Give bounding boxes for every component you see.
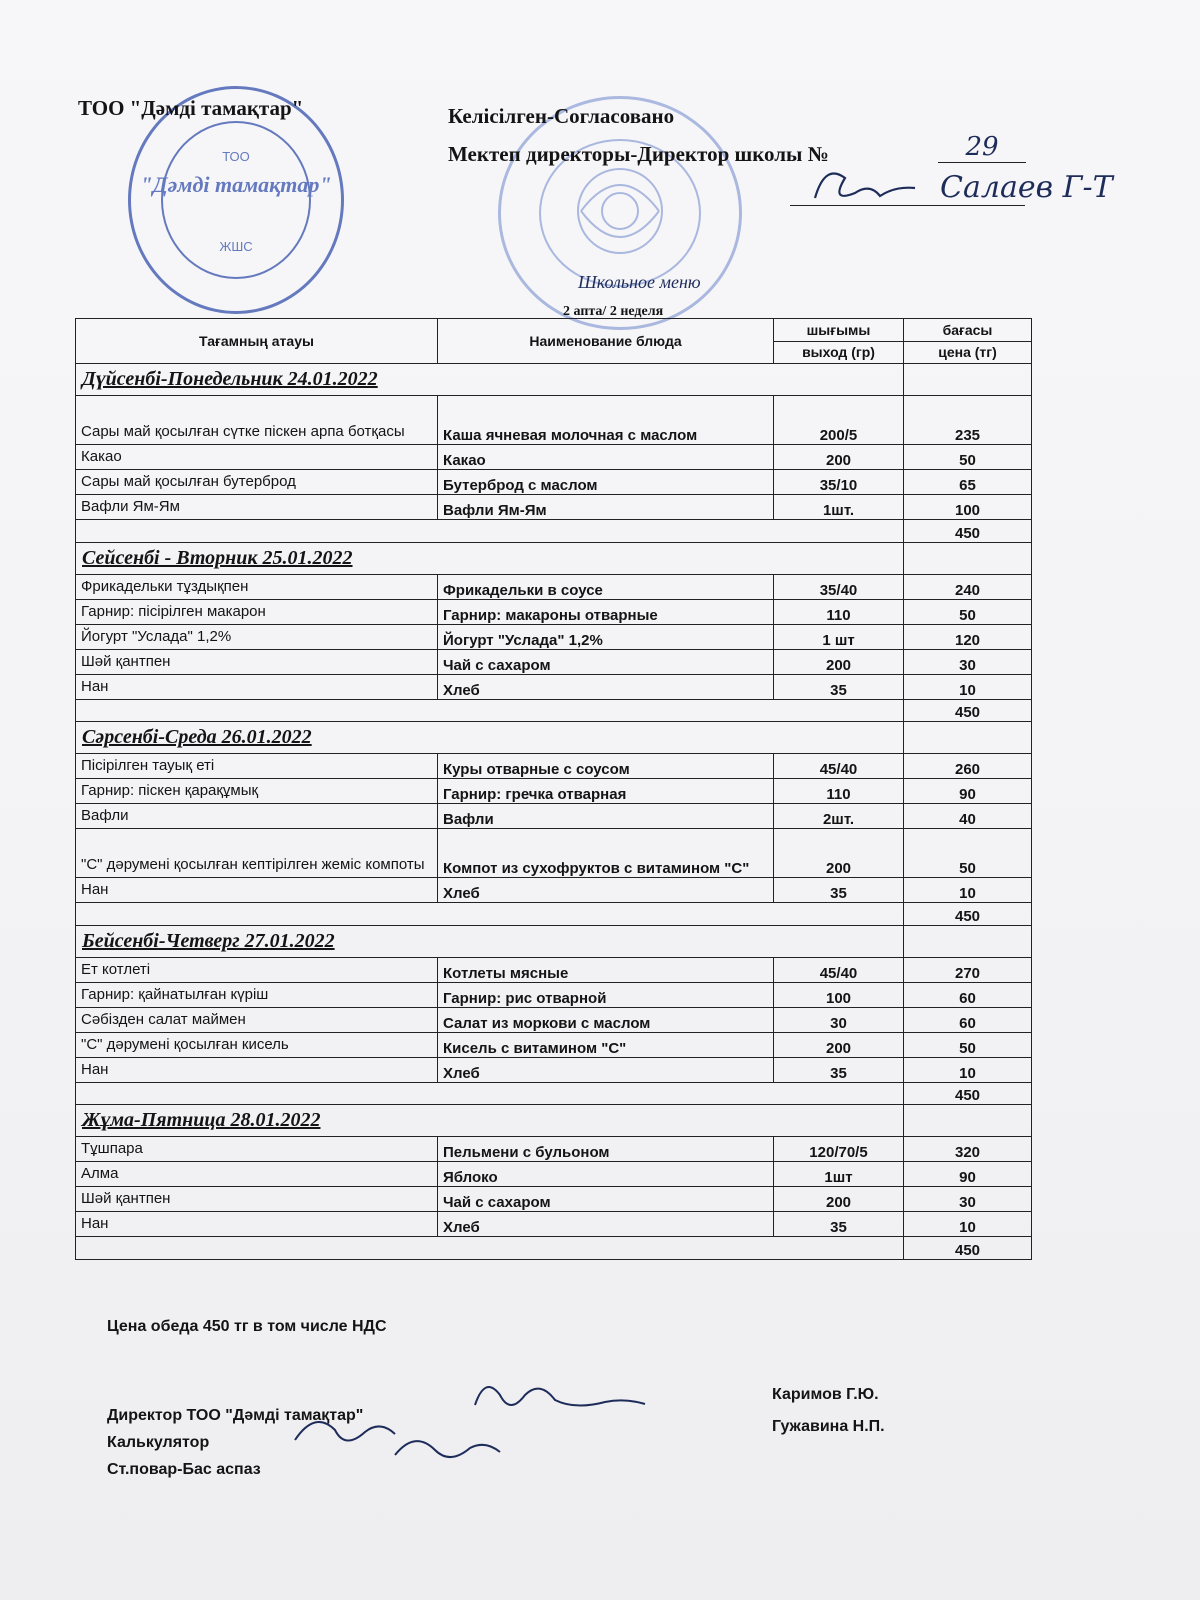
dish-name-ru: Какао (438, 445, 774, 470)
dish-name-kz: Тұшпара (76, 1137, 438, 1162)
day-total: 450 (904, 903, 1032, 926)
dish-output: 1шт. (774, 495, 904, 520)
dish-name-kz: Гарнир: піскен қарақұмық (76, 779, 438, 804)
dish-name-ru: Пельмени с бульоном (438, 1137, 774, 1162)
dish-output: 30 (774, 1007, 904, 1032)
total-empty (76, 903, 904, 926)
dish-name-ru: Чай с сахаром (438, 1187, 774, 1212)
dish-name-ru: Хлеб (438, 878, 774, 903)
dish-output: 35/10 (774, 470, 904, 495)
dish-price: 240 (904, 574, 1032, 599)
menu-item-row (76, 495, 1032, 520)
day-header-row (76, 1105, 1032, 1137)
director-signature-mark (800, 158, 930, 218)
menu-item-row (76, 624, 1032, 649)
dish-name-kz: Шәй қантпен (76, 649, 438, 674)
dish-name-kz: "С" дәрумені қосылған кептірілген жеміс компоты (76, 829, 438, 878)
dish-name-kz: Нан (76, 878, 438, 903)
day-total-row (76, 1237, 1032, 1260)
menu-item-row (76, 674, 1032, 699)
footer-director: Директор ТОО "Дәмді тамақтар" (107, 1407, 364, 1424)
dish-output: 35 (774, 674, 904, 699)
dish-price: 10 (904, 1057, 1032, 1082)
dish-name-kz: Нан (76, 1212, 438, 1237)
dish-price: 260 (904, 754, 1032, 779)
dish-output: 45/40 (774, 957, 904, 982)
menu-item-row (76, 878, 1032, 903)
dish-output: 120/70/5 (774, 1137, 904, 1162)
column-header-kz: Тағамның атауы (76, 319, 438, 364)
footer-chef: Ст.повар-Бас аспаз (107, 1461, 261, 1478)
day-header-row (76, 925, 1032, 957)
footer-name-director: Каримов Г.Ю. (772, 1386, 879, 1403)
dish-name-ru: Гарнир: рис отварной (438, 982, 774, 1007)
dish-name-kz: Алма (76, 1162, 438, 1187)
stamp-text-top: ТОО (222, 149, 250, 164)
dish-output: 200 (774, 1032, 904, 1057)
dish-name-ru: Каша ячневая молочная с маслом (438, 396, 774, 445)
dish-output: 200 (774, 1187, 904, 1212)
dish-name-ru: Хлеб (438, 674, 774, 699)
menu-item-row (76, 1187, 1032, 1212)
dish-price: 270 (904, 957, 1032, 982)
dish-name-kz: Вафли (76, 804, 438, 829)
column-header-price-ru: цена (тг) (904, 341, 1032, 364)
menu-item-row (76, 982, 1032, 1007)
menu-item-row (76, 804, 1032, 829)
day-total: 450 (904, 520, 1032, 543)
stamp-text-name: "Дәмді тамақтар" (140, 172, 332, 197)
school-stamp (498, 96, 742, 330)
dish-price: 30 (904, 649, 1032, 674)
school-number: 29 (938, 132, 1026, 163)
menu-item-row (76, 1032, 1032, 1057)
dish-name-kz: Пісірілген тауық еті (76, 754, 438, 779)
day-header-empty (904, 542, 1032, 574)
menu-table (75, 318, 1032, 1260)
dish-price: 60 (904, 982, 1032, 1007)
dish-output: 1 шт (774, 624, 904, 649)
column-header-price-kz: бағасы (904, 319, 1032, 342)
dish-price: 100 (904, 495, 1032, 520)
dish-name-ru: Бутерброд с маслом (438, 470, 774, 495)
dish-name-ru: Гарнир: гречка отварная (438, 779, 774, 804)
column-header-output-kz: шығымы (774, 319, 904, 342)
dish-output: 200/5 (774, 396, 904, 445)
day-header-row (76, 542, 1032, 574)
dish-name-kz: Какао (76, 445, 438, 470)
dish-name-kz: Ет котлеті (76, 957, 438, 982)
dish-name-kz: Сары май қосылған бутерброд (76, 470, 438, 495)
dish-price: 235 (904, 396, 1032, 445)
dish-name-kz: Шәй қантпен (76, 1187, 438, 1212)
price-note: Цена обеда 450 тг в том числе НДС (107, 1318, 387, 1335)
day-total-row (76, 903, 1032, 926)
dish-name-ru: Хлеб (438, 1057, 774, 1082)
dish-output: 100 (774, 982, 904, 1007)
dish-output: 200 (774, 445, 904, 470)
menu-item-row (76, 649, 1032, 674)
dish-name-ru: Йогурт "Услада" 1,2% (438, 624, 774, 649)
day-total: 450 (904, 699, 1032, 722)
dish-price: 60 (904, 1007, 1032, 1032)
dish-price: 10 (904, 1212, 1032, 1237)
day-title: Сәрсенбі-Среда 26.01.2022 (76, 722, 904, 754)
dish-output: 2шт. (774, 804, 904, 829)
total-empty (76, 520, 904, 543)
dish-output: 45/40 (774, 754, 904, 779)
total-empty (76, 1237, 904, 1260)
dish-output: 35 (774, 1057, 904, 1082)
menu-item-row (76, 1212, 1032, 1237)
day-title: Дүйсенбі-Понедельник 24.01.2022 (76, 364, 904, 396)
day-header-empty (904, 364, 1032, 396)
menu-item-row (76, 779, 1032, 804)
footer-signatures (285, 1370, 705, 1480)
dish-output: 35 (774, 878, 904, 903)
dish-output: 110 (774, 599, 904, 624)
dish-price: 50 (904, 1032, 1032, 1057)
dish-name-kz: Сәбізден салат маймен (76, 1007, 438, 1032)
total-empty (76, 699, 904, 722)
day-header-row (76, 364, 1032, 396)
dish-price: 50 (904, 445, 1032, 470)
dish-name-ru: Котлеты мясные (438, 957, 774, 982)
day-title: Бейсенбі-Четверг 27.01.2022 (76, 925, 904, 957)
dish-price: 120 (904, 624, 1032, 649)
dish-price: 65 (904, 470, 1032, 495)
menu-item-row (76, 470, 1032, 495)
day-header-empty (904, 1105, 1032, 1137)
dish-output: 110 (774, 779, 904, 804)
day-header-empty (904, 722, 1032, 754)
day-total-row (76, 699, 1032, 722)
dish-price: 30 (904, 1187, 1032, 1212)
day-title: Сейсенбі - Вторник 25.01.2022 (76, 542, 904, 574)
dish-name-ru: Куры отварные с соусом (438, 754, 774, 779)
signature-line (790, 205, 1025, 206)
dish-output: 1шт (774, 1162, 904, 1187)
dish-name-kz: Сары май қосылған сүтке піскен арпа ботқасы (76, 396, 438, 445)
dish-price: 10 (904, 674, 1032, 699)
agreed-heading: Келісілген-Согласовано (448, 104, 675, 128)
dish-name-ru: Вафли (438, 804, 774, 829)
dish-name-kz: "С" дәрумені қосылған кисель (76, 1032, 438, 1057)
day-header-row (76, 722, 1032, 754)
dish-name-kz: Вафли Ям-Ям (76, 495, 438, 520)
menu-item-row (76, 1137, 1032, 1162)
menu-item-row (76, 396, 1032, 445)
menu-item-row (76, 754, 1032, 779)
organization-title: ТОО "Дәмді тамақтар" (78, 96, 304, 120)
dish-price: 320 (904, 1137, 1032, 1162)
menu-week: 2 апта/ 2 неделя (563, 304, 664, 319)
director-signature-text: Салаев Г-Т (940, 170, 1113, 205)
footer-name-calculator: Гужавина Н.П. (772, 1418, 885, 1435)
dish-name-ru: Гарнир: макароны отварные (438, 599, 774, 624)
stamp-text-bottom: ЖШС (219, 239, 253, 254)
dish-name-kz: Гарнир: қайнатылған күріш (76, 982, 438, 1007)
column-header-output-ru: выход (гр) (774, 341, 904, 364)
dish-name-kz: Йогурт "Услада" 1,2% (76, 624, 438, 649)
dish-name-ru: Салат из моркови с маслом (438, 1007, 774, 1032)
dish-name-ru: Компот из сухофруктов с витамином "С" (438, 829, 774, 878)
day-title: Жұма-Пятница 28.01.2022 (76, 1105, 904, 1137)
dish-output: 200 (774, 649, 904, 674)
school-director-line: Мектеп директоры-Директор школы № (448, 142, 829, 166)
day-header-empty (904, 925, 1032, 957)
dish-name-ru: Фрикадельки в соусе (438, 574, 774, 599)
dish-name-kz: Фрикадельки тұздықпен (76, 574, 438, 599)
menu-title: Школьное меню (578, 272, 701, 292)
day-total: 450 (904, 1082, 1032, 1105)
dish-output: 200 (774, 829, 904, 878)
dish-name-ru: Яблоко (438, 1162, 774, 1187)
menu-item-row (76, 1162, 1032, 1187)
menu-item-row (76, 957, 1032, 982)
stamp-inner-ring (161, 121, 311, 279)
dish-price: 90 (904, 1162, 1032, 1187)
day-total-row (76, 520, 1032, 543)
menu-item-row (76, 829, 1032, 878)
menu-item-row (76, 445, 1032, 470)
total-empty (76, 1082, 904, 1105)
dish-price: 50 (904, 829, 1032, 878)
dish-price: 50 (904, 599, 1032, 624)
dish-output: 35/40 (774, 574, 904, 599)
dish-name-ru: Хлеб (438, 1212, 774, 1237)
dish-name-ru: Чай с сахаром (438, 649, 774, 674)
dish-name-ru: Вафли Ям-Ям (438, 495, 774, 520)
day-total: 450 (904, 1237, 1032, 1260)
dish-output: 35 (774, 1212, 904, 1237)
dish-name-ru: Кисель с витамином "С" (438, 1032, 774, 1057)
dish-name-kz: Гарнир: пісірілген макарон (76, 599, 438, 624)
menu-item-row (76, 574, 1032, 599)
dish-name-kz: Нан (76, 674, 438, 699)
menu-item-row (76, 599, 1032, 624)
menu-item-row (76, 1007, 1032, 1032)
footer-calculator: Калькулятор (107, 1434, 210, 1451)
menu-item-row (76, 1057, 1032, 1082)
dish-name-kz: Нан (76, 1057, 438, 1082)
header-row-1 (76, 319, 1032, 342)
column-header-ru: Наименование блюда (438, 319, 774, 364)
day-total-row (76, 1082, 1032, 1105)
dish-price: 10 (904, 878, 1032, 903)
dish-price: 40 (904, 804, 1032, 829)
dish-price: 90 (904, 779, 1032, 804)
